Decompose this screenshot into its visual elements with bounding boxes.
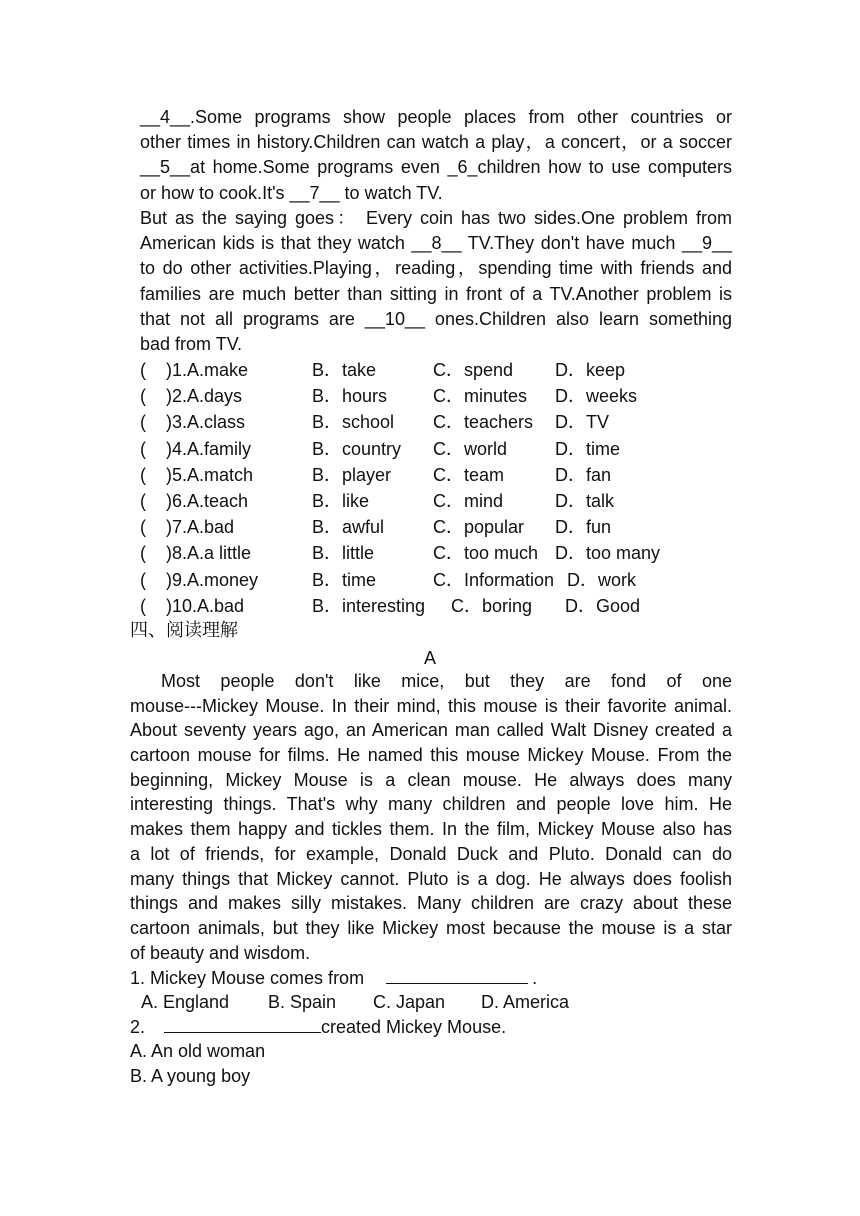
option-a: A. England (141, 992, 230, 1012)
option-d: D．work (567, 569, 637, 590)
option-d: D．too many (555, 543, 661, 564)
section-title: 四、阅读理解 (130, 620, 238, 641)
option-row (140, 357, 740, 383)
cloze-paragraph-1 (140, 105, 732, 206)
option-b: B．interesting (312, 595, 426, 616)
text-line: About seventy years ago, an American man called Walt Disney created a (130, 720, 732, 741)
option-row (140, 436, 740, 462)
option-a: )9.A.money (166, 569, 259, 590)
cloze-options-list (140, 357, 740, 619)
text-line: things and makes silly mistakes. Many children are crazy about these (130, 893, 732, 914)
text-line: cartoon mouse for films. He named this mouse Mickey Mouse. From the (130, 745, 732, 766)
option-d: D．time (555, 438, 621, 459)
option-c: C．minutes (433, 386, 528, 407)
text-line: other times in history.Children can watch a play，a concert，or a soccer (140, 132, 732, 153)
option-d: D．fun (555, 517, 612, 538)
text-line: Most people don't like mice, but they are fond of one (161, 671, 732, 691)
question-2-option-a: A. An old woman (130, 1041, 266, 1061)
passage-label: A (423, 648, 436, 668)
answer-paren: ( (140, 360, 146, 380)
option-c: C．team (433, 464, 505, 485)
text-line: beginning, Mickey Mouse is a clean mouse. He always does many (130, 769, 732, 790)
option-a: )4.A.family (166, 438, 252, 459)
answer-paren: ( (140, 517, 146, 538)
text-line: bad from TV. (140, 333, 243, 354)
answer-blank[interactable] (164, 1014, 321, 1033)
answer-paren: ( (140, 595, 146, 616)
text-line: that not all programs are __10__ ones.Children also learn something (140, 308, 732, 329)
option-c: C．world (433, 438, 508, 459)
text-line: cartoon animals, but they like Mickey most because the mouse is a star (130, 917, 732, 938)
option-a: )3.A.class (166, 412, 246, 433)
option-c: C．mind (433, 490, 504, 511)
option-a: )6.A.teach (166, 490, 249, 511)
option-b: B．take (312, 360, 377, 380)
answer-paren: ( (140, 543, 146, 564)
option-b: B．player (312, 464, 392, 485)
question-stem: created Mickey Mouse. (321, 1017, 507, 1037)
option-d: D．Good (565, 595, 641, 616)
option-row (140, 409, 740, 435)
text-line: of beauty and wisdom. (130, 942, 311, 963)
text-line: __5__at home.Some programs even _6_children how to use computers (140, 157, 732, 178)
question-stem: 1. Mickey Mouse comes from (130, 968, 365, 988)
option-c: C．teachers (433, 412, 534, 433)
option-d: D．keep (555, 360, 626, 380)
option-c: C．spend (433, 360, 514, 380)
option-d: D．TV (555, 412, 609, 433)
option-row (140, 383, 740, 409)
question-2 (130, 1014, 506, 1040)
option-d: D．talk (555, 490, 615, 511)
option-d: D．weeks (555, 386, 638, 407)
text-line: interesting things. That's why many children and people love him. He (130, 794, 732, 815)
text-line: families are much better than sitting in front of a TV.Another problem is (140, 283, 732, 304)
option-d: D. America (481, 992, 570, 1012)
text-line: American kids is that they watch __8__ TV.They don't have much __9__ (140, 233, 732, 254)
text-line: mouse---Mickey Mouse. In their mind, this mouse is their favorite animal. (130, 695, 732, 716)
question-end: . (532, 968, 538, 988)
option-b: B．time (312, 569, 377, 590)
option-row (140, 462, 740, 488)
text-line: a lot of friends, for example, Donald Duck and Pluto. Donald can do (130, 843, 732, 864)
option-a: )2.A.days (166, 386, 243, 407)
option-a: )5.A.match (166, 464, 254, 485)
option-row (140, 514, 740, 540)
option-b: B．school (312, 412, 395, 433)
cloze-paragraph-2 (140, 206, 732, 357)
option-a: )1.A.make (166, 360, 249, 380)
option-b: B．like (312, 490, 370, 511)
option-b: B. Spain (268, 992, 337, 1012)
option-a: )7.A.bad (166, 517, 235, 538)
option-c: C．popular (433, 517, 525, 538)
text-line: to do other activities.Playing，reading，spending time with friends and (140, 258, 732, 279)
answer-paren: ( (140, 412, 146, 433)
option-row (140, 488, 740, 514)
answer-paren: ( (140, 386, 146, 407)
answer-paren: ( (140, 490, 146, 511)
option-a: )10.A.bad (166, 595, 245, 616)
option-b: B．awful (312, 517, 385, 538)
option-row (140, 567, 740, 593)
text-line: makes them happy and tickles them. In the film, Mickey Mouse also has (130, 819, 732, 840)
option-row (140, 593, 740, 619)
option-c: C. Japan (373, 992, 446, 1012)
question-1 (130, 965, 537, 991)
option-b: B．little (312, 543, 375, 564)
option-c: C．too much (433, 543, 539, 564)
option-b: B．hours (312, 386, 388, 407)
option-row (140, 540, 740, 566)
answer-blank[interactable] (386, 965, 528, 984)
question-2-option-b: B. A young boy (130, 1066, 251, 1086)
text-line: many things that Mickey cannot. Pluto is a dog. He always does foolish (130, 868, 732, 889)
question-number: 2. (130, 1017, 146, 1037)
answer-paren: ( (140, 569, 146, 590)
answer-paren: ( (140, 464, 146, 485)
reading-passage (130, 669, 732, 965)
text-line: or how to cook.It's __7__ to watch TV. (140, 182, 443, 203)
text-line: But as the saying goes： Every coin has two sides.One problem from (140, 208, 732, 228)
option-c: C．boring (451, 595, 533, 616)
answer-paren: ( (140, 438, 146, 459)
text-line: __4__.Some programs show people places from other countries or (140, 107, 732, 127)
option-a: )8.A.a little (166, 543, 252, 564)
option-d: D．fan (555, 464, 612, 485)
option-b: B．country (312, 438, 402, 459)
option-c: C．Information (433, 569, 555, 590)
